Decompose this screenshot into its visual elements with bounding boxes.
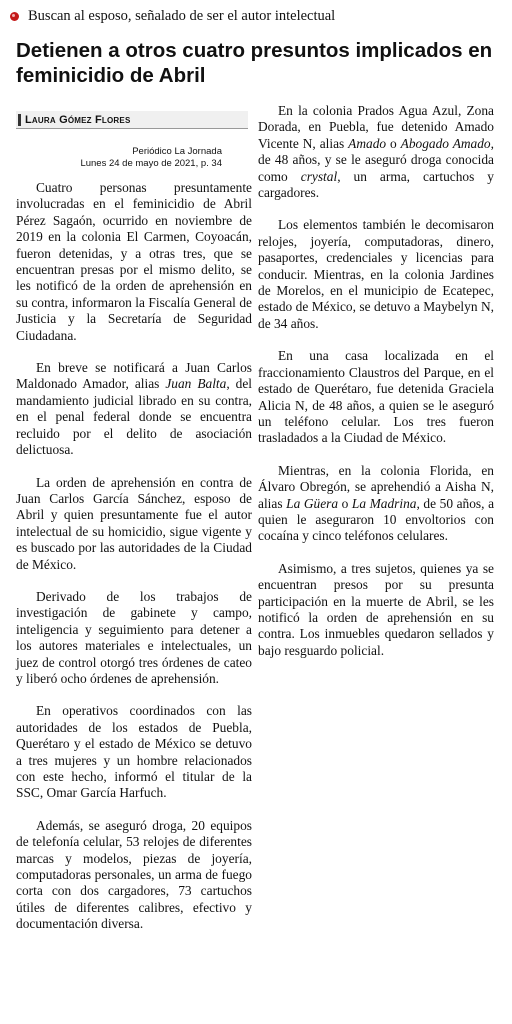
article-paragraph [16,818,252,933]
paragraph-text: Los elementos también le decomisaron relojes, joyería, computadoras, dinero, pasaportes, credenciales y licencias para conducir. Mientras, en la colonia Jardines de Morelos, en el municipio de Ecatepec, estado de México, se detuvo a Maybelyn N, de 34 años. [258,217,494,331]
article-paragraph [16,589,252,687]
italic-text: Amado [348,135,387,151]
bullet-icon [10,12,19,21]
source-publication: Periódico La Jornada [132,146,222,157]
italic-text: La Madrina [351,495,417,511]
paragraph-text: , de 48 años, y se le aseguró droga conocida como [258,135,494,184]
byline-marker [18,114,21,126]
article-paragraph [16,360,252,458]
paragraph-text: , de 50 años, a quien le aseguraron 10 envoltorios con cocaína y cinco teléfonos celulares. [258,495,495,544]
paragraph-text: Asimismo, a tres sujetos, quienes ya se encuentran presos por su presunta participación en la muerte de Abril, se les notificó la orden de aprehensión en su contra. Los inmuebles quedaron sellados y bajo resguardo policial. [258,560,494,658]
italic-text: crystal [300,168,338,184]
article-paragraph [258,463,494,545]
paragraph-text: En breve se notificará a Juan Carlos Maldonado Amador, alias [16,360,252,392]
article-paragraph [258,561,494,659]
article-kicker [10,6,335,26]
paragraph-text: o [338,495,352,511]
article-paragraph [16,180,252,344]
paragraph-text: En la colonia Prados Agua Azul, Zona Dorada, en Puebla, fue detenido Amado Vicente N, alias [258,103,494,151]
article-paragraph [16,475,252,573]
author-name: Laura Gómez Flores [25,113,131,126]
paragraph-text: Cuatro personas presuntamente involucradas en el feminicidio de Abril Pérez Sagaón, ocurrido en noviembre de 2019 en la colonia El Carmen, Coyoacán, fueron detenidas, y a otras tres, que se encuentran presas por el mismo delito, se les notificó de la orden de aprehensión en su contra, informaron la Fiscalía General de Justicia y la Secretaría de Seguridad Ciudadana. [16,180,252,343]
paragraph-text: En una casa localizada en el fraccionamiento Claustros del Parque, en el estado de Querétaro, fue detenida Graciela Alicia N, de 48 años, a quien se le aseguró un teléfono celular. Los tres fueron trasladados a la Ciudad de México. [258,348,494,446]
kicker-text: Buscan al esposo, señalado de ser el autor intelectual [28,8,336,24]
italic-text: La Güera [286,495,339,511]
article-paragraph [16,703,252,801]
article-paragraph [258,348,494,446]
paragraph-text: , un arma, cartuchos y cargadores. [258,168,494,201]
source-date: Lunes 24 de mayo de 2021, p. 34 [80,158,222,169]
paragraph-text: En operativos coordinados con las autoridades de los estados de Puebla, Querétaro y el estado de México se detuvo a tres mujeres y un hombre relacionados con este hecho, informó el titular de la SSC, Omar García Harfuch. [16,703,252,801]
byline [16,111,248,129]
italic-text: Juan Balta [165,376,227,392]
article-column-left [16,180,252,949]
paragraph-text: Mientras, en la colonia Florida, en Álvaro Obregón, se aprehendió a Aisha N, alias [258,462,494,511]
source-credit [16,146,222,170]
italic-text: Abogado Amado [400,135,491,151]
paragraph-text: Derivado de los trabajos de investigación de gabinete y campo, inteligencia y seguimiento para detener a los autores materiales e intelectuales, un juez de control otorgó tres órdenes de cateo y liberó ocho órdenes de aprehensión. [16,588,252,686]
article-paragraph [258,103,494,201]
article-paragraph [258,217,494,332]
paragraph-text: , del mandamiento judicial librado en su contra, en el penal federal donde se encuentra recluido por el delito de asociación delictuosa. [16,376,253,458]
article-column-right [258,103,494,675]
paragraph-text: o [386,135,401,151]
paragraph-text: Además, se aseguró droga, 20 equipos de telefonía celular, 53 relojes de diferentes marcas y modelos, piezas de joyería, computadoras personales, un arma de fuego corta con dos cargadores, 73 cartuchos útiles de diferentes calibres, efectivo y documentación diversa. [16,817,252,932]
article-headline: Detienen a otros cuatro presuntos implicados en feminicidio de Abril [16,39,493,87]
paragraph-text: La orden de aprehensión en contra de Juan Carlos García Sánchez, esposo de Abril y quien presuntamente fue el autor intelectual de su homicidio, sigue vigente y es buscado por las autoridades de la Ciudad de México. [16,474,252,572]
